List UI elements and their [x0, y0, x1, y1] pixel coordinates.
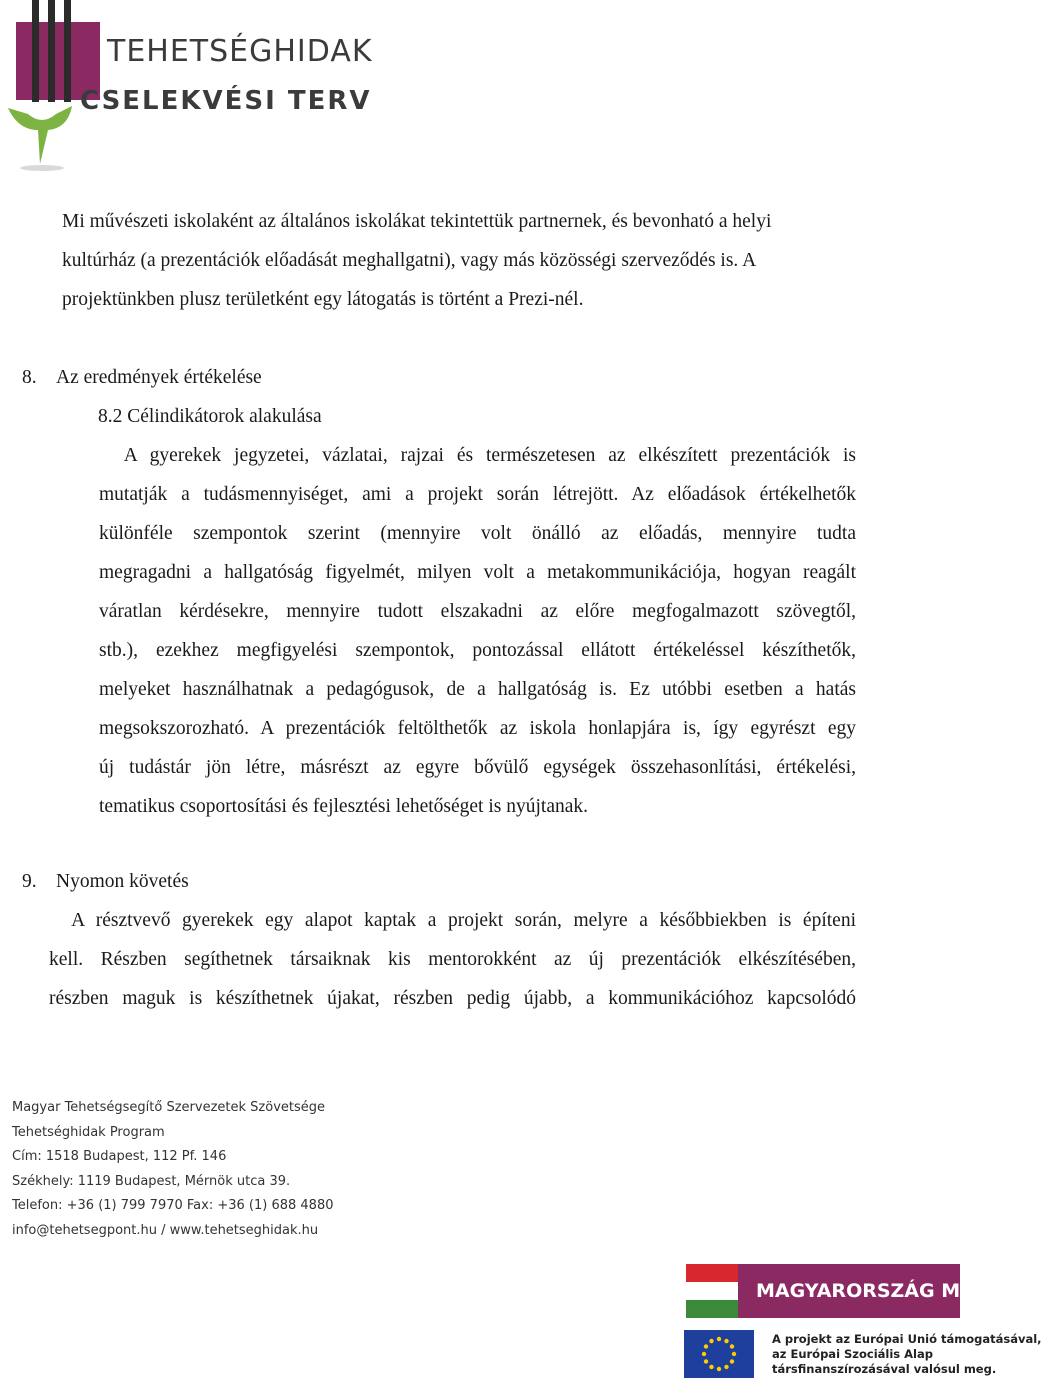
- section-8-heading: [22, 358, 262, 397]
- paragraph-line: megragadni a hallgatóság figyelmét, milyen volt a metakommunikációja, hogyan reagált: [99, 562, 856, 583]
- intro-line: projektünkben plusz területként egy látogatás is történt a Prezi-nél.: [62, 289, 584, 310]
- section-8-2-heading: 8.2 Célindikátorok alakulása: [98, 406, 322, 427]
- section-title: Az eredmények értékelése: [56, 367, 262, 388]
- footer-line: Székhely: 1119 Budapest, Mérnök utca 39.: [12, 1173, 291, 1189]
- eu-star-icon: [732, 1352, 736, 1356]
- eu-star-icon: [724, 1365, 728, 1369]
- paragraph-line: stb.), ezekhez megfigyelési szempontok, pontozással ellátott értékeléssel készíthetők,: [99, 640, 856, 661]
- paragraph-line: A résztvevő gyerekek egy alapot kaptak a projekt során, melyre a későbbiekben is építeni: [49, 910, 856, 931]
- hungary-renewal-banner: MAGYARORSZÁG MEGÚJUL: [738, 1264, 960, 1318]
- eu-support-text: [772, 1332, 1042, 1377]
- header-cut-title: CSELEKVÉSI TERV: [80, 86, 372, 116]
- section-number: 8.: [22, 367, 37, 388]
- eu-star-icon: [702, 1352, 706, 1356]
- paragraph-line: A gyerekek jegyzetei, vázlatai, rajzai és természetesen az elkészített prezentációk is: [99, 445, 856, 466]
- footer-line: Cím: 1518 Budapest, 112 Pf. 146: [12, 1149, 227, 1164]
- paragraph-line: tematikus csoportosítási és fejlesztési lehetőséget is nyújtanak.: [99, 796, 589, 817]
- eu-star-icon: [730, 1344, 734, 1348]
- leaf-icon: [8, 100, 78, 172]
- section-9-heading: [22, 862, 189, 901]
- eu-star-icon: [704, 1359, 708, 1363]
- eu-star-icon: [724, 1339, 728, 1343]
- eu-star-icon: [704, 1344, 708, 1348]
- footer-contact-links[interactable]: info@tehetsegpont.hu / www.tehetseghidak.hu: [12, 1222, 319, 1238]
- eu-star-icon: [717, 1337, 721, 1341]
- hungarian-flag-icon: [686, 1264, 738, 1318]
- eu-text-line: az Európai Szociális Alap: [772, 1347, 933, 1361]
- section-8-paragraph: [99, 436, 856, 826]
- paragraph-line: különféle szempontok szerint (mennyire volt önálló az előadás, mennyire tudta: [99, 523, 856, 544]
- footer-line: Telefon: +36 (1) 799 7970 Fax: +36 (1) 688 4880: [12, 1198, 334, 1213]
- eu-star-icon: [709, 1365, 713, 1369]
- paragraph-line: új tudástár jön létre, másrészt az egyre bővülő egységek összehasonlítási, értékelési,: [99, 757, 856, 778]
- paragraph-line: megsokszorozható. A prezentációk feltölthetők az iskola honlapjára is, így egyrészt egy: [99, 718, 856, 739]
- footer-line: Tehetséghidak Program: [12, 1124, 165, 1140]
- section-number: 9.: [22, 871, 37, 892]
- paragraph-line: részben maguk is készíthetnek újakat, részben pedig újabb, a kommunikációhoz kapcsolódó: [49, 988, 856, 1009]
- eu-star-icon: [717, 1367, 721, 1371]
- paragraph-line: melyeket használhatnak a pedagógusok, de a hallgatóság is. Ez utóbbi esetben a hatás: [99, 679, 856, 700]
- intro-line: Mi művészeti iskolaként az általános iskolákat tekintettük partnernek, és bevonható a helyi: [62, 211, 772, 232]
- eu-text-line: A projekt az Európai Unió támogatásával,: [772, 1332, 1042, 1346]
- intro-paragraph: [62, 202, 862, 319]
- paragraph-line: mutatják a tudásmennyiséget, ami a projekt során létrejött. Az előadások értékelhetők: [99, 484, 856, 505]
- paragraph-line: váratlan kérdésekre, mennyire tudott elszakadni az előre megfogalmazott szövegtől,: [99, 601, 856, 622]
- paragraph-line: kell. Részben segíthetnek társaiknak kis mentorokként az új prezentációk elkészítésében,: [49, 949, 856, 970]
- eu-star-icon: [709, 1339, 713, 1343]
- footer-line: Magyar Tehetségsegítő Szervezetek Szövetsége: [12, 1100, 326, 1115]
- eu-flag-icon: [684, 1330, 754, 1378]
- intro-line: kultúrház (a prezentációk előadását meghallgatni), vagy más közösségi szerveződés is. A: [62, 250, 757, 271]
- logo-bars-icon: [28, 0, 74, 102]
- eu-text-line: társfinanszírozásával valósul meg.: [772, 1362, 997, 1376]
- section-title: Nyomon követés: [56, 871, 189, 892]
- section-9-paragraph: [49, 901, 856, 1018]
- eu-star-icon: [730, 1359, 734, 1363]
- footer-address: [12, 1096, 334, 1243]
- logo-text: TEHETSÉGHIDAK: [107, 34, 373, 69]
